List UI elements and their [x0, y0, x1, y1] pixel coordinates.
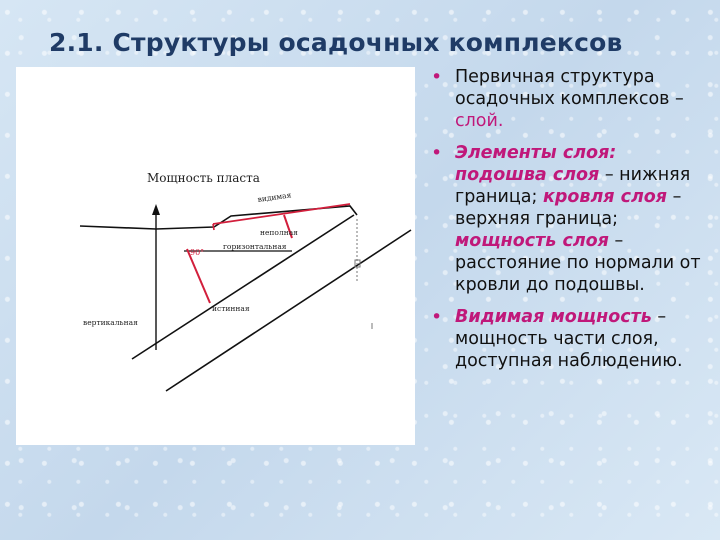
bullet-item [427, 66, 707, 132]
apparent-label: видимая [257, 190, 292, 204]
incomplete-label: неполная [260, 228, 298, 237]
term-thickness: мощность слоя [455, 231, 609, 251]
apparent-thickness-measure [213, 204, 350, 224]
term-roof-def: – верхняя граница; [455, 187, 682, 229]
bullet-item [427, 142, 707, 296]
bullet-list [427, 66, 707, 382]
term-roof: кровля слоя [542, 187, 668, 207]
thickness-label: Мощность пласта [147, 171, 260, 185]
horizontal-label: горизонтальная [223, 242, 287, 251]
vertical-label: вертикальная [83, 318, 138, 327]
bullet-item [427, 306, 707, 372]
vertical-arrow-head [152, 204, 160, 215]
term-sole-def: – нижняя граница; [455, 165, 691, 207]
thickness-diagram [16, 67, 415, 445]
bullet-marker: • [431, 66, 443, 88]
slide-title: 2.1. Структуры осадочных комплексов [49, 28, 623, 57]
true-label: истинная [212, 304, 250, 313]
term-thickness-def: – расстояние по нормали от кровли до подошвы. [455, 231, 701, 295]
bullet-heading: Элементы слоя: [455, 143, 617, 163]
term-sole: подошва слоя [455, 165, 600, 185]
term-apparent-def: – мощность части слоя, доступная наблюдению. [455, 307, 683, 371]
bullet-marker: • [431, 142, 443, 164]
bullet-marker: • [431, 306, 443, 328]
thickness-diagram-svg [16, 67, 415, 445]
bullet-text: Первичная структура осадочных комплексов – [455, 67, 684, 109]
true-thickness-measure [187, 249, 210, 303]
apparent-tick-left [213, 224, 214, 230]
term-apparent: Видимая мощность [455, 307, 652, 327]
bed-roof-line [132, 215, 354, 359]
bullet-accent: слой. [455, 111, 504, 131]
angle-label: 90° [190, 248, 205, 257]
